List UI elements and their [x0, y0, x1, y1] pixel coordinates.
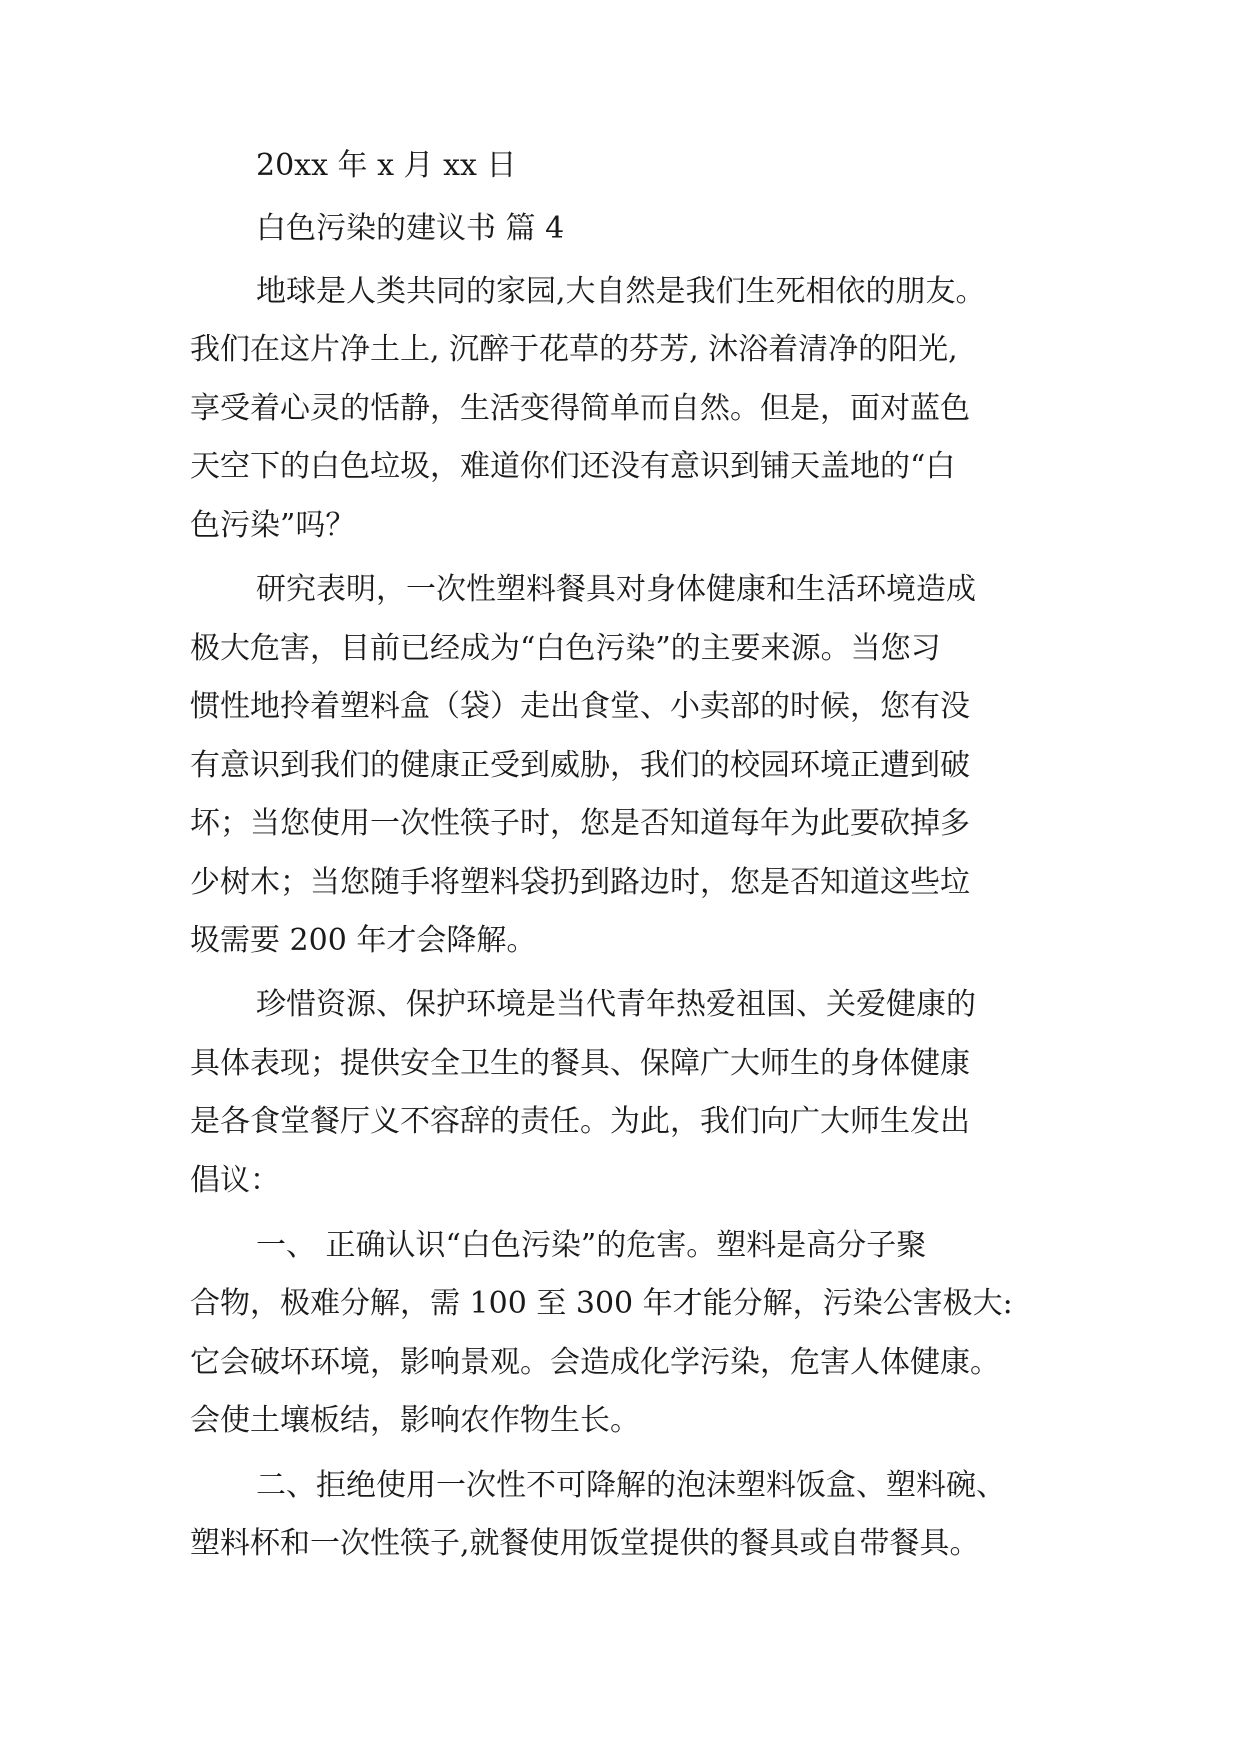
- paragraph-1-line: 天空下的白色垃圾，难道你们还没有意识到铺天盖地的“白: [190, 449, 956, 484]
- paragraph-3-line: 倡议：: [190, 1163, 280, 1198]
- paragraph-4-line: 一、 正确认识“白色污染”的危害。塑料是高分子聚: [256, 1228, 927, 1263]
- paragraph-3-line: 是各食堂餐厅义不容辞的责任。为此，我们向广大师生发出: [190, 1104, 970, 1139]
- paragraph-5-line: 塑料杯和一次性筷子,就餐使用饭堂提供的餐具或自带餐具。: [190, 1526, 980, 1561]
- date-line: 20xx 年 x 月 xx 日: [256, 148, 517, 183]
- paragraph-2-line: 极大危害，目前已经成为“白色污染”的主要来源。当您习: [190, 631, 941, 666]
- paragraph-2-line: 有意识到我们的健康正受到威胁，我们的校园环境正遭到破: [190, 748, 970, 783]
- paragraph-1-line: 我们在这片净土上, 沉醉于花草的芬芳, 沐浴着清净的阳光,: [190, 332, 958, 367]
- paragraph-3-line: 具体表现；提供安全卫生的餐具、保障广大师生的身体健康: [190, 1046, 970, 1081]
- paragraph-3-line: 珍惜资源、保护环境是当代青年热爱祖国、关爱健康的: [256, 987, 976, 1022]
- paragraph-4-line: 它会破坏环境，影响景观。会造成化学污染，危害人体健康。: [190, 1345, 1000, 1380]
- paragraph-1-line: 色污染”吗？: [190, 508, 356, 543]
- paragraph-4-line: 会使土壤板结，影响农作物生长。: [190, 1403, 640, 1438]
- paragraph-2-line: 坏；当您使用一次性筷子时，您是否知道每年为此要砍掉多: [190, 806, 970, 841]
- paragraph-2-line: 惯性地拎着塑料盒（袋）走出食堂、小卖部的时候，您有没: [190, 689, 970, 724]
- paragraph-1-line: 享受着心灵的恬静，生活变得简单而自然。但是，面对蓝色: [190, 391, 970, 426]
- paragraph-5-line: 二、拒绝使用一次性不可降解的泡沫塑料饭盒、塑料碗、: [256, 1468, 1006, 1503]
- paragraph-2-line: 少树木；当您随手将塑料袋扔到路边时，您是否知道这些垃: [190, 865, 970, 900]
- paragraph-4-line: 合物，极难分解，需 100 至 300 年才能分解，污染公害极大:: [190, 1286, 1013, 1321]
- paragraph-2-line: 研究表明，一次性塑料餐具对身体健康和生活环境造成: [256, 572, 976, 607]
- paragraph-1-line: 地球是人类共同的家园,大自然是我们生死相依的朋友。: [256, 274, 986, 309]
- document-title: 白色污染的建议书 篇 4: [256, 211, 565, 246]
- paragraph-2-line: 圾需要 200 年才会降解。: [190, 923, 537, 958]
